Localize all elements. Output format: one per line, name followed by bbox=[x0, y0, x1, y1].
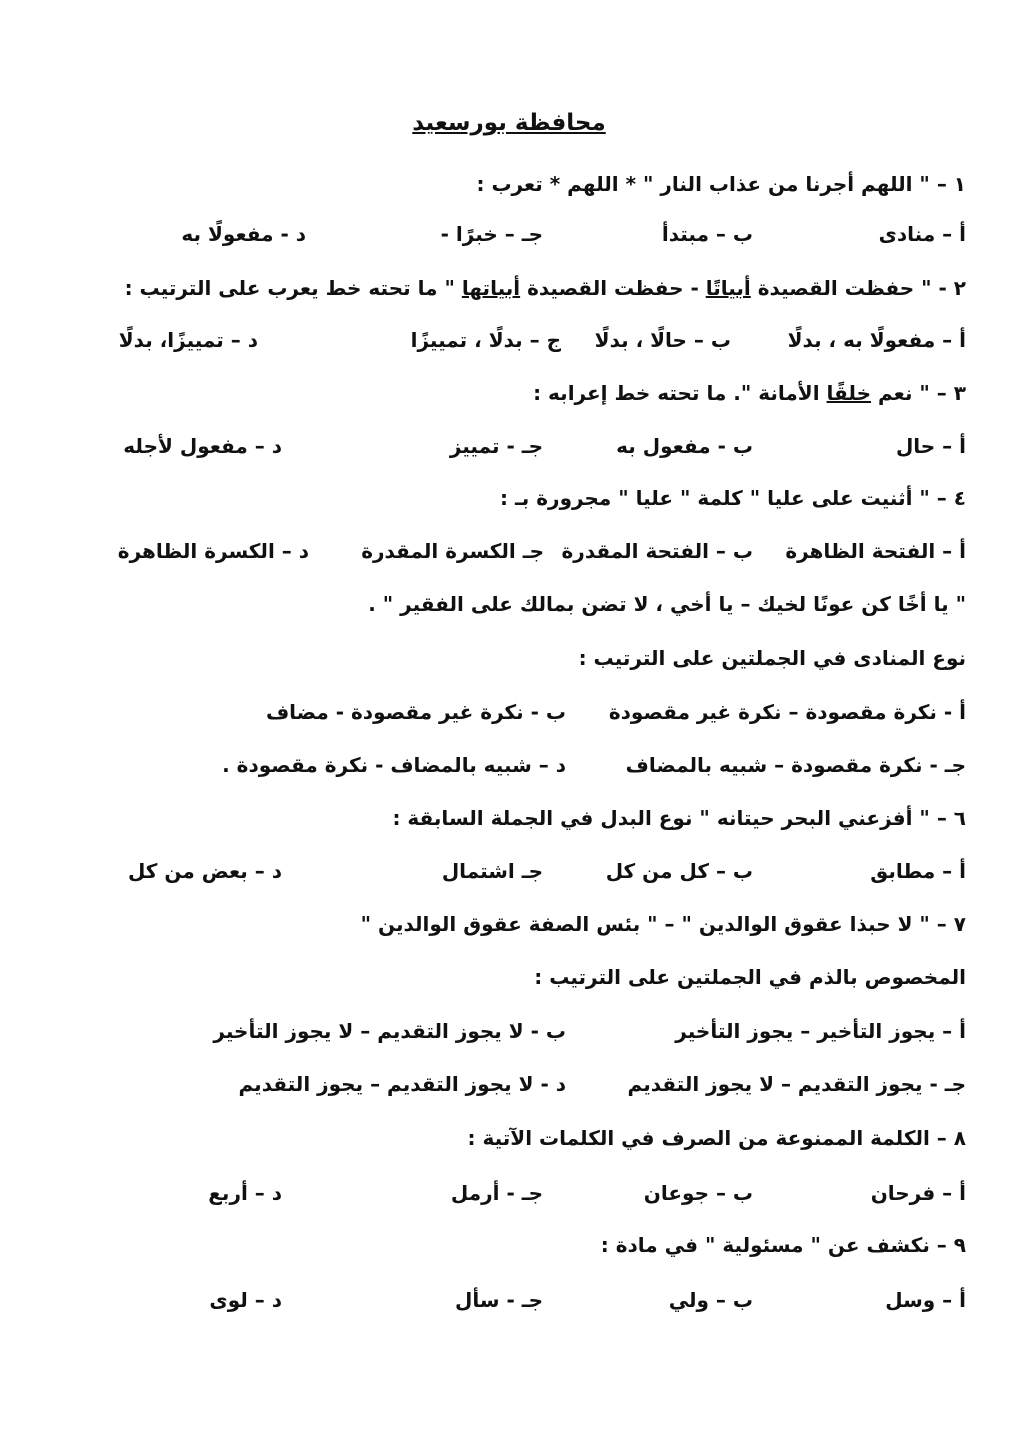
option-a: أ - نكرة مقصودة – نكرة غير مقصودة bbox=[608, 700, 966, 724]
option-d: د – أربع bbox=[208, 1181, 282, 1205]
stem-part: " ما تحته خط يعرب على الترتيب : bbox=[124, 276, 462, 300]
question-8-stem: ٨ – الكلمة الممنوعة من الصرف في الكلمات الآتية : bbox=[467, 1126, 966, 1150]
question-9-options bbox=[40, 1282, 966, 1318]
option-b: ب – حالًا ، بدلًا bbox=[594, 328, 731, 352]
option-a: أ – منادى bbox=[878, 222, 966, 246]
option-d: د – شبيه بالمضاف - نكرة مقصودة . bbox=[222, 753, 566, 777]
option-a: أ – يجوز التأخير – يجوز التأخير bbox=[675, 1019, 966, 1043]
option-d: د - مفعولًا به bbox=[181, 222, 306, 246]
option-b: ب – كل من كل bbox=[605, 859, 753, 883]
option-c: جـ الكسرة المقدرة bbox=[361, 539, 544, 563]
question-1-options bbox=[40, 216, 966, 252]
underlined-word: أبياتها bbox=[461, 276, 521, 300]
stem-part: - حفظت القصيدة bbox=[520, 276, 706, 300]
page-title: محافظة بورسعيد bbox=[412, 110, 606, 136]
option-c: جـ – خبرًا - bbox=[440, 222, 543, 246]
question-2-stem bbox=[40, 270, 966, 306]
question-4-options bbox=[40, 533, 966, 569]
stem-part: ٢ - " حفظت القصيدة bbox=[750, 276, 966, 300]
option-b: ب – ولي bbox=[668, 1288, 753, 1312]
question-5-options-row1 bbox=[40, 694, 966, 730]
option-d: د – لوى bbox=[209, 1288, 282, 1312]
question-7-options-row2 bbox=[40, 1066, 966, 1102]
option-d: د – مفعول لأجله bbox=[123, 434, 282, 458]
underlined-word: أبياتًا bbox=[705, 276, 751, 300]
question-7-options-row1 bbox=[40, 1013, 966, 1049]
option-c: ج – بدلًا ، تمييزًا bbox=[410, 328, 561, 352]
option-b: ب – مبتدأ bbox=[661, 222, 753, 246]
option-a: أ – وسل bbox=[885, 1288, 966, 1312]
option-b: ب - لا يجوز التقديم – لا يجوز التأخير bbox=[213, 1019, 566, 1043]
option-d: د – بعض من كل bbox=[127, 859, 282, 883]
question-5-options-row2 bbox=[40, 747, 966, 783]
option-c: جـ اشتمال bbox=[441, 859, 543, 883]
option-b: ب – جوعان bbox=[643, 1181, 753, 1205]
option-c: جـ - تمييز bbox=[449, 434, 543, 458]
question-3-stem bbox=[40, 375, 966, 411]
option-c: جـ - نكرة مقصودة – شبيه بالمضاف bbox=[625, 753, 966, 777]
question-7-stem: ٧ – " لا حبذا عقوق الوالدين " – " بئس الصفة عقوق الوالدين " bbox=[360, 912, 966, 936]
option-d: د - لا يجوز التقديم – يجوز التقديم bbox=[238, 1072, 566, 1096]
option-a: أ – حال bbox=[895, 434, 966, 458]
question-5-instruction: نوع المنادى في الجملتين على الترتيب : bbox=[578, 646, 966, 670]
option-c: جـ - أرمل bbox=[450, 1181, 543, 1205]
question-7-instruction: المخصوص بالذم في الجملتين على الترتيب : bbox=[534, 965, 966, 989]
option-d: د – تمييزًا، بدلًا bbox=[118, 328, 258, 352]
question-6-options bbox=[40, 853, 966, 889]
question-9-stem: ٩ – نكشف عن " مسئولية " في مادة : bbox=[600, 1233, 966, 1257]
option-a: أ – مطابق bbox=[870, 859, 966, 883]
underlined-word: خلقًا bbox=[826, 381, 872, 405]
question-4-stem: ٤ – " أثنيت على عليا " كلمة " عليا " مجرورة بـ : bbox=[499, 486, 966, 510]
option-a: أ – فرحان bbox=[870, 1181, 966, 1205]
question-1-stem: ١ – " اللهم أجرنا من عذاب النار " * اللهم * تعرب : bbox=[476, 172, 966, 196]
option-b: ب – الفتحة المقدرة bbox=[561, 539, 753, 563]
question-8-options bbox=[40, 1175, 966, 1211]
option-b: ب - نكرة غير مقصودة - مضاف bbox=[265, 700, 566, 724]
option-a: أ – مفعولًا به ، بدلًا bbox=[787, 328, 966, 352]
option-b: ب - مفعول به bbox=[616, 434, 753, 458]
question-3-options bbox=[40, 428, 966, 464]
question-2-options bbox=[40, 322, 966, 358]
question-5-stem: " يا أخًا كن عونًا لخيك – يا أخي ، لا تضن بمالك على الفقير " . bbox=[368, 592, 966, 616]
question-6-stem: ٦ – " أفزعني البحر حيتانه " نوع البدل في الجملة السابقة : bbox=[392, 806, 966, 830]
stem-part: الأمانة ". ما تحته خط إعرابه : bbox=[533, 381, 827, 405]
option-c: جـ - يجوز التقديم – لا يجوز التقديم bbox=[627, 1072, 966, 1096]
option-a: أ – الفتحة الظاهرة bbox=[785, 539, 966, 563]
stem-part: ٣ – " نعم bbox=[871, 381, 966, 405]
option-d: د – الكسرة الظاهرة bbox=[117, 539, 309, 563]
option-c: جـ - سأل bbox=[454, 1288, 543, 1312]
